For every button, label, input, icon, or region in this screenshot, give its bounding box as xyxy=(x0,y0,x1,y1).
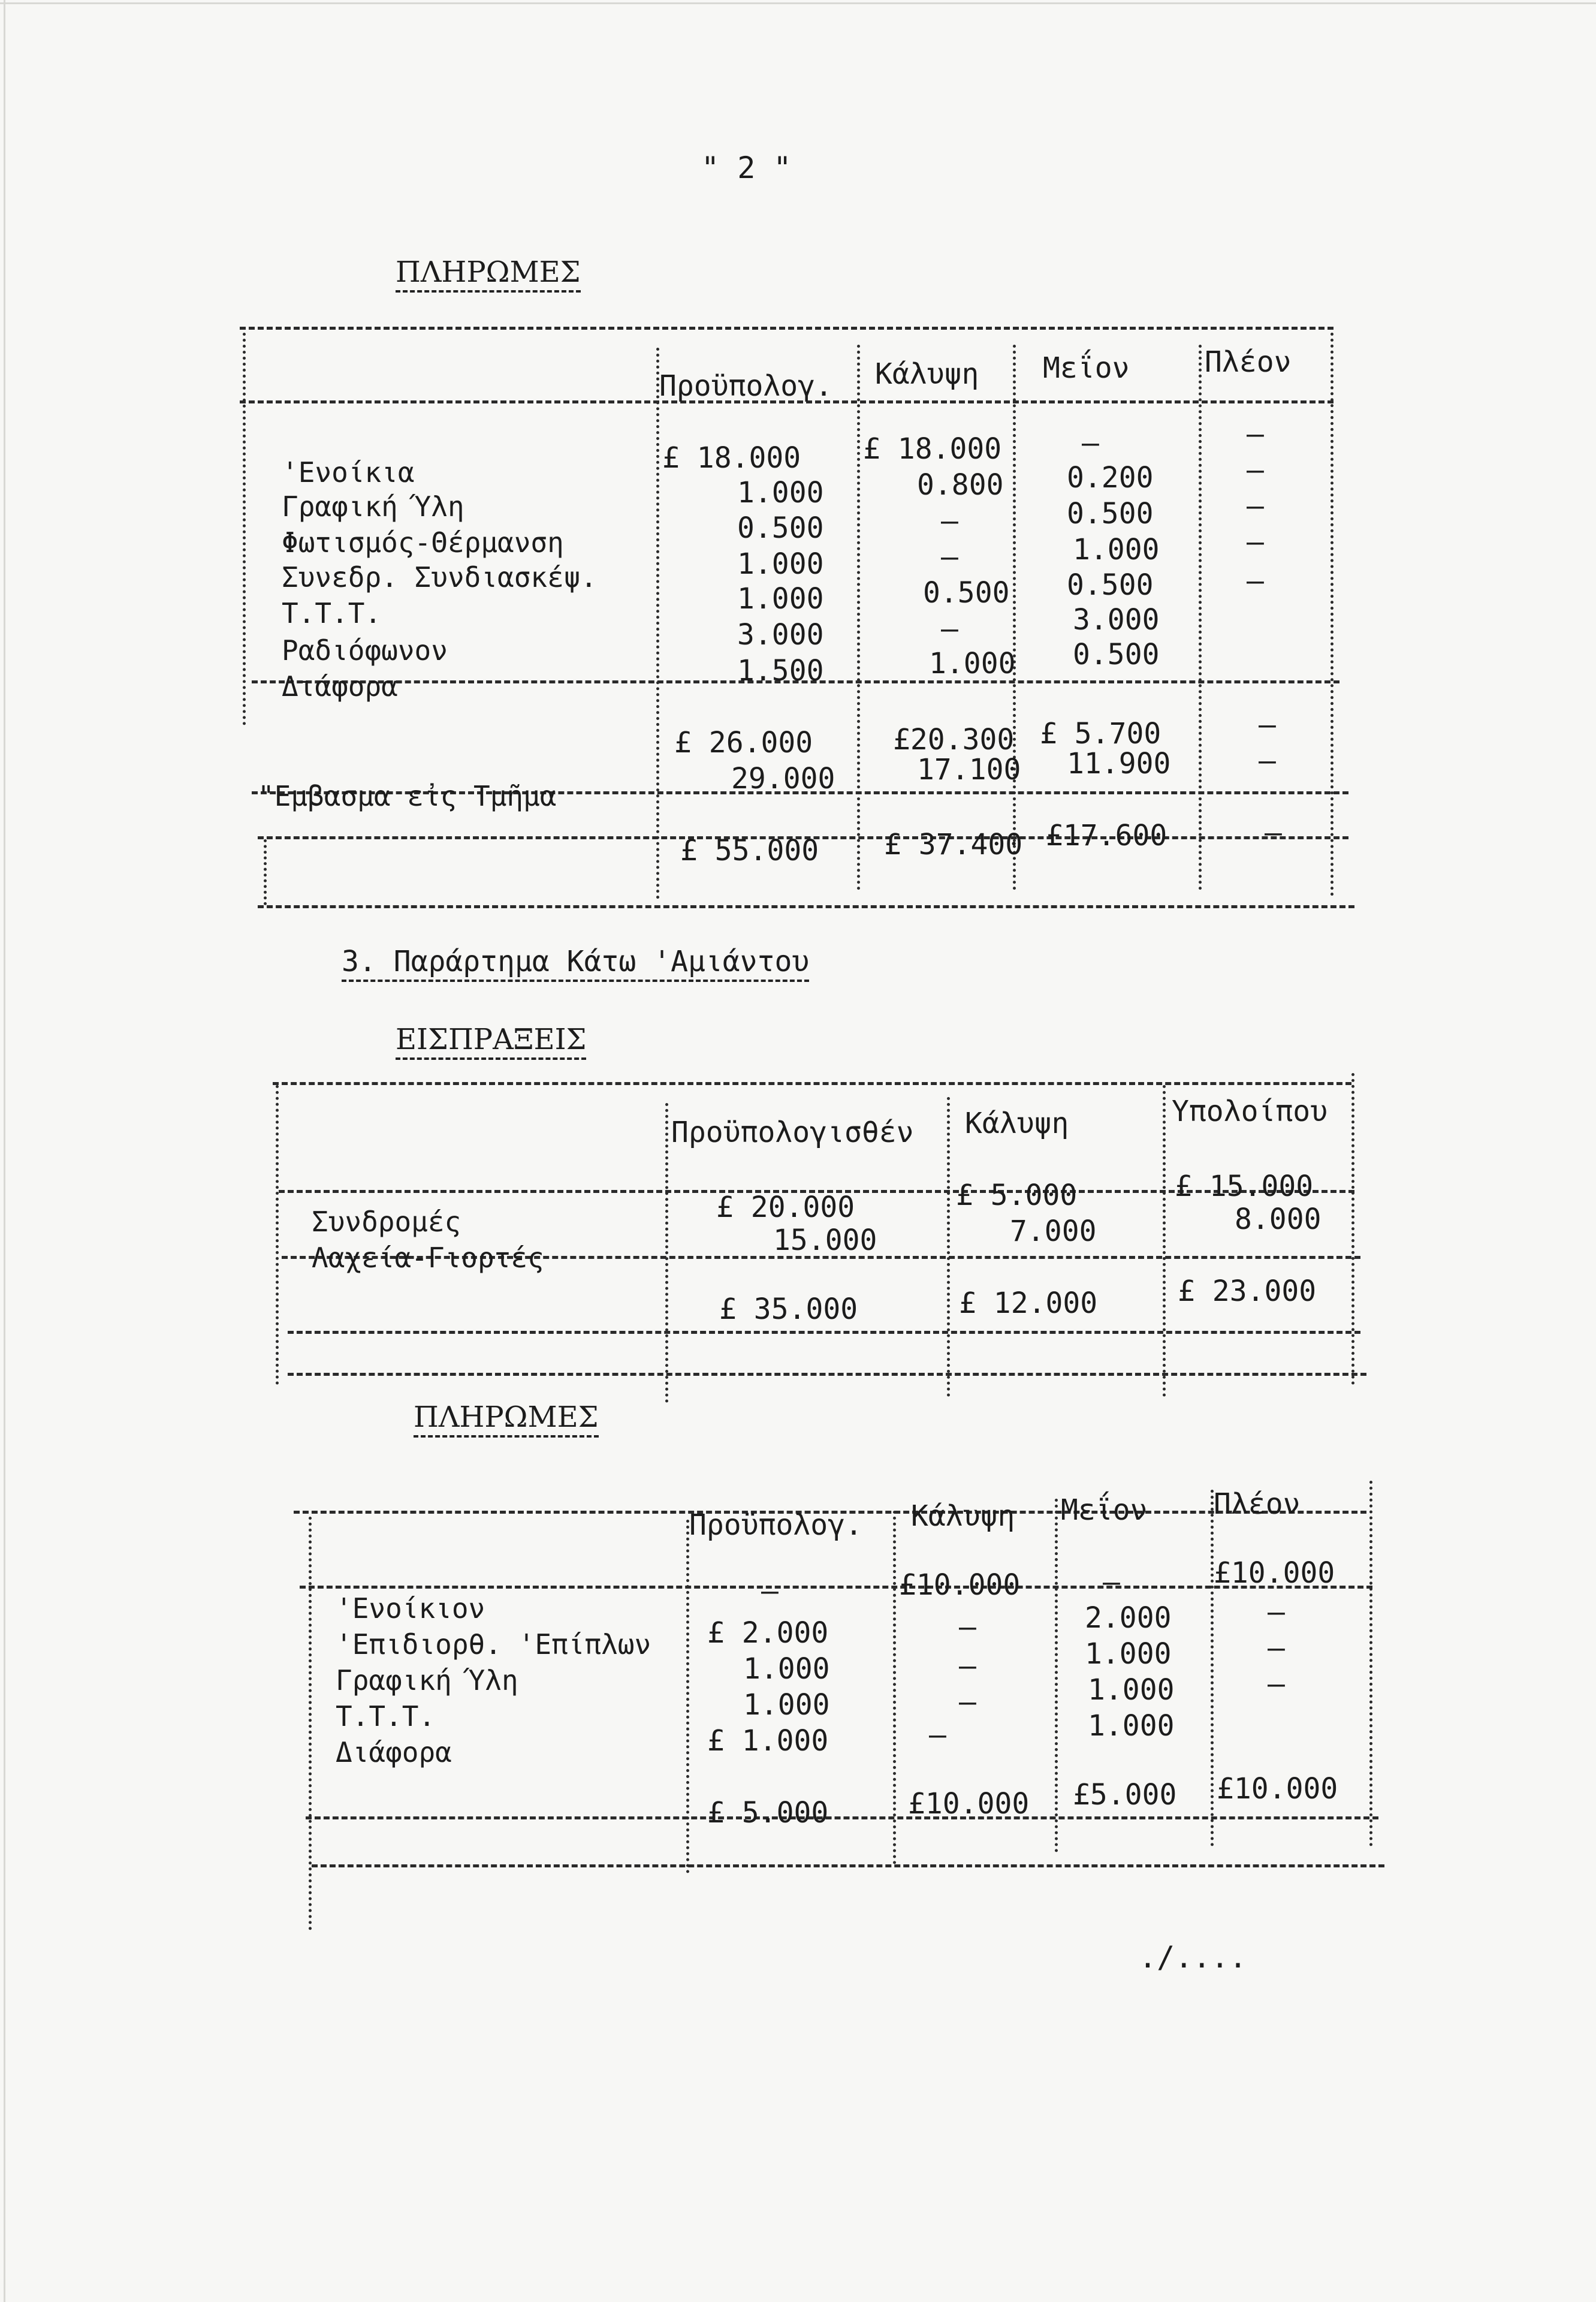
budget-value: 1.000 xyxy=(737,547,824,581)
budget-value: 3.000 xyxy=(737,618,824,652)
transfer-more: – xyxy=(1259,744,1276,778)
coverage-value: – xyxy=(959,1649,976,1683)
row-label: Συνεδρ. Συνδιασκέψ. xyxy=(282,561,598,593)
row-label: Γραφική Ύλη xyxy=(336,1664,518,1697)
total-more: £10.000 xyxy=(1217,1772,1338,1806)
less-value: 2.000 xyxy=(1085,1601,1172,1635)
total-remaining: £ 23.000 xyxy=(1178,1274,1317,1308)
total-budget: £ 35.000 xyxy=(719,1292,858,1326)
subtotal-less: £ 5.700 xyxy=(1040,717,1161,751)
col-coverage: Κάλυψη xyxy=(911,1499,1015,1533)
row-label: Λαχεία-Γιορτές xyxy=(312,1242,544,1274)
more-value: – xyxy=(1268,1595,1285,1629)
transfer-label: "Εμβασμα εἰς Τμῆμα xyxy=(258,780,557,812)
row-label: Ραδιόφωνον xyxy=(282,634,448,667)
col-budget: Προϋπολογισθέν xyxy=(671,1116,914,1149)
budget-value: £ 2.000 xyxy=(707,1616,829,1650)
budget-value: 1.500 xyxy=(737,654,824,688)
receipts-title: ΕΙΣΠΡΑΞΕΙΣ xyxy=(396,1025,586,1060)
coverage-value: – xyxy=(941,612,958,646)
total-coverage: £ 37.400 xyxy=(884,828,1023,861)
col-less: Μεΐον xyxy=(1043,351,1130,385)
row-label: Διάφορα xyxy=(282,670,398,703)
row-label: 'Ενοίκιον xyxy=(336,1592,485,1625)
budget-value: 1.000 xyxy=(737,582,824,616)
coverage-value: £ 5.000 xyxy=(956,1179,1078,1212)
budget-value: 1.000 xyxy=(743,1688,830,1722)
coverage-value: – xyxy=(941,504,958,538)
col-coverage: Κάλυψη xyxy=(965,1107,1069,1140)
more-value: – xyxy=(1247,453,1264,487)
less-value: 0.500 xyxy=(1067,568,1154,602)
subtotal-budget: £ 26.000 xyxy=(674,726,813,760)
less-value: 1.000 xyxy=(1088,1673,1175,1707)
budget-value: 0.500 xyxy=(737,511,824,545)
col-coverage: Κάλυψη xyxy=(875,357,979,391)
row-label: Διάφορα xyxy=(336,1736,452,1768)
row-label: Τ.Τ.Τ. xyxy=(282,597,382,629)
more-value: – xyxy=(1247,564,1264,598)
remaining-value: 8.000 xyxy=(1235,1203,1322,1236)
row-label: Φωτισμός-Θέρμανση xyxy=(282,526,564,559)
total-budget: £ 5.000 xyxy=(707,1796,829,1830)
payments-title-1: ΠΛΗΡΩΜΕΣ xyxy=(396,258,581,293)
total-less: £17.600 xyxy=(1046,819,1167,852)
row-label: 'Επιδιορθ. 'Επίπλων xyxy=(336,1628,651,1661)
scan-edge-top xyxy=(0,2,1596,4)
coverage-value: 7.000 xyxy=(1010,1215,1097,1248)
col-less: Μεΐον xyxy=(1061,1493,1148,1527)
total-budget: £ 55.000 xyxy=(680,834,819,867)
row-label: Συνδρομές xyxy=(312,1206,461,1238)
transfer-coverage: 17.100 xyxy=(917,753,1021,787)
subtotal-more: – xyxy=(1259,708,1276,742)
budget-value: 15.000 xyxy=(773,1224,877,1257)
budget-value: £ 18.000 xyxy=(662,441,801,475)
total-more: – xyxy=(1265,816,1282,849)
budget-value: £ 20.000 xyxy=(716,1191,855,1224)
coverage-value: – xyxy=(959,1610,976,1644)
section-heading: 3. Παράρτημα Κάτω 'Αμιάντου xyxy=(342,947,809,982)
remaining-value: £ 15.000 xyxy=(1175,1170,1314,1203)
more-value: – xyxy=(1247,525,1264,559)
less-value: 1.000 xyxy=(1088,1709,1175,1743)
transfer-budget: 29.000 xyxy=(731,762,835,796)
coverage-value: – xyxy=(959,1685,976,1719)
more-value: – xyxy=(1268,1667,1285,1701)
budget-value: 1.000 xyxy=(743,1652,830,1686)
coverage-value: – xyxy=(941,540,958,574)
col-more: Πλέον xyxy=(1205,345,1292,379)
page-number: " 2 " xyxy=(701,150,792,185)
less-value: 3.000 xyxy=(1073,603,1160,637)
row-label: 'Ενοίκια xyxy=(282,456,415,489)
subtotal-coverage: £20.300 xyxy=(893,723,1015,757)
total-coverage: £ 12.000 xyxy=(959,1286,1098,1320)
less-value: 1.000 xyxy=(1085,1637,1172,1671)
more-value: – xyxy=(1247,489,1264,523)
coverage-value: £ 18.000 xyxy=(863,432,1002,466)
budget-value: £ 1.000 xyxy=(707,1724,829,1758)
row-label: Τ.Τ.Τ. xyxy=(336,1700,436,1732)
continuation-mark: ./.... xyxy=(1139,1940,1247,1975)
budget-value: 1.000 xyxy=(737,476,824,510)
col-more: Πλέον xyxy=(1214,1487,1301,1521)
less-value: 1.000 xyxy=(1073,533,1160,567)
coverage-value: 1.000 xyxy=(929,647,1016,680)
budget-value: – xyxy=(761,1574,779,1608)
less-value: – xyxy=(1082,426,1099,460)
less-value: 0.500 xyxy=(1073,638,1160,671)
less-value: – xyxy=(1103,1565,1120,1599)
col-budget: Προϋπολογ. xyxy=(689,1508,862,1542)
col-budget: Προϋπολογ. xyxy=(659,369,832,403)
total-less: £5.000 xyxy=(1073,1778,1177,1812)
total-coverage: £10.000 xyxy=(908,1787,1030,1821)
payments-title-2: ΠΛΗΡΩΜΕΣ xyxy=(414,1403,599,1438)
coverage-value: £10.000 xyxy=(899,1568,1021,1602)
coverage-value: 0.800 xyxy=(917,468,1004,502)
more-value: £10.000 xyxy=(1214,1556,1335,1590)
less-value: 0.500 xyxy=(1067,497,1154,531)
more-value: – xyxy=(1268,1631,1285,1665)
transfer-less: 11.900 xyxy=(1067,747,1171,781)
coverage-value: – xyxy=(929,1718,946,1752)
scan-edge-left xyxy=(4,0,5,2302)
more-value: – xyxy=(1247,417,1264,451)
col-remaining: Υπολοίπου xyxy=(1172,1095,1328,1128)
row-label: Γραφική Ύλη xyxy=(282,490,464,523)
less-value: 0.200 xyxy=(1067,461,1154,495)
coverage-value: 0.500 xyxy=(923,576,1010,610)
